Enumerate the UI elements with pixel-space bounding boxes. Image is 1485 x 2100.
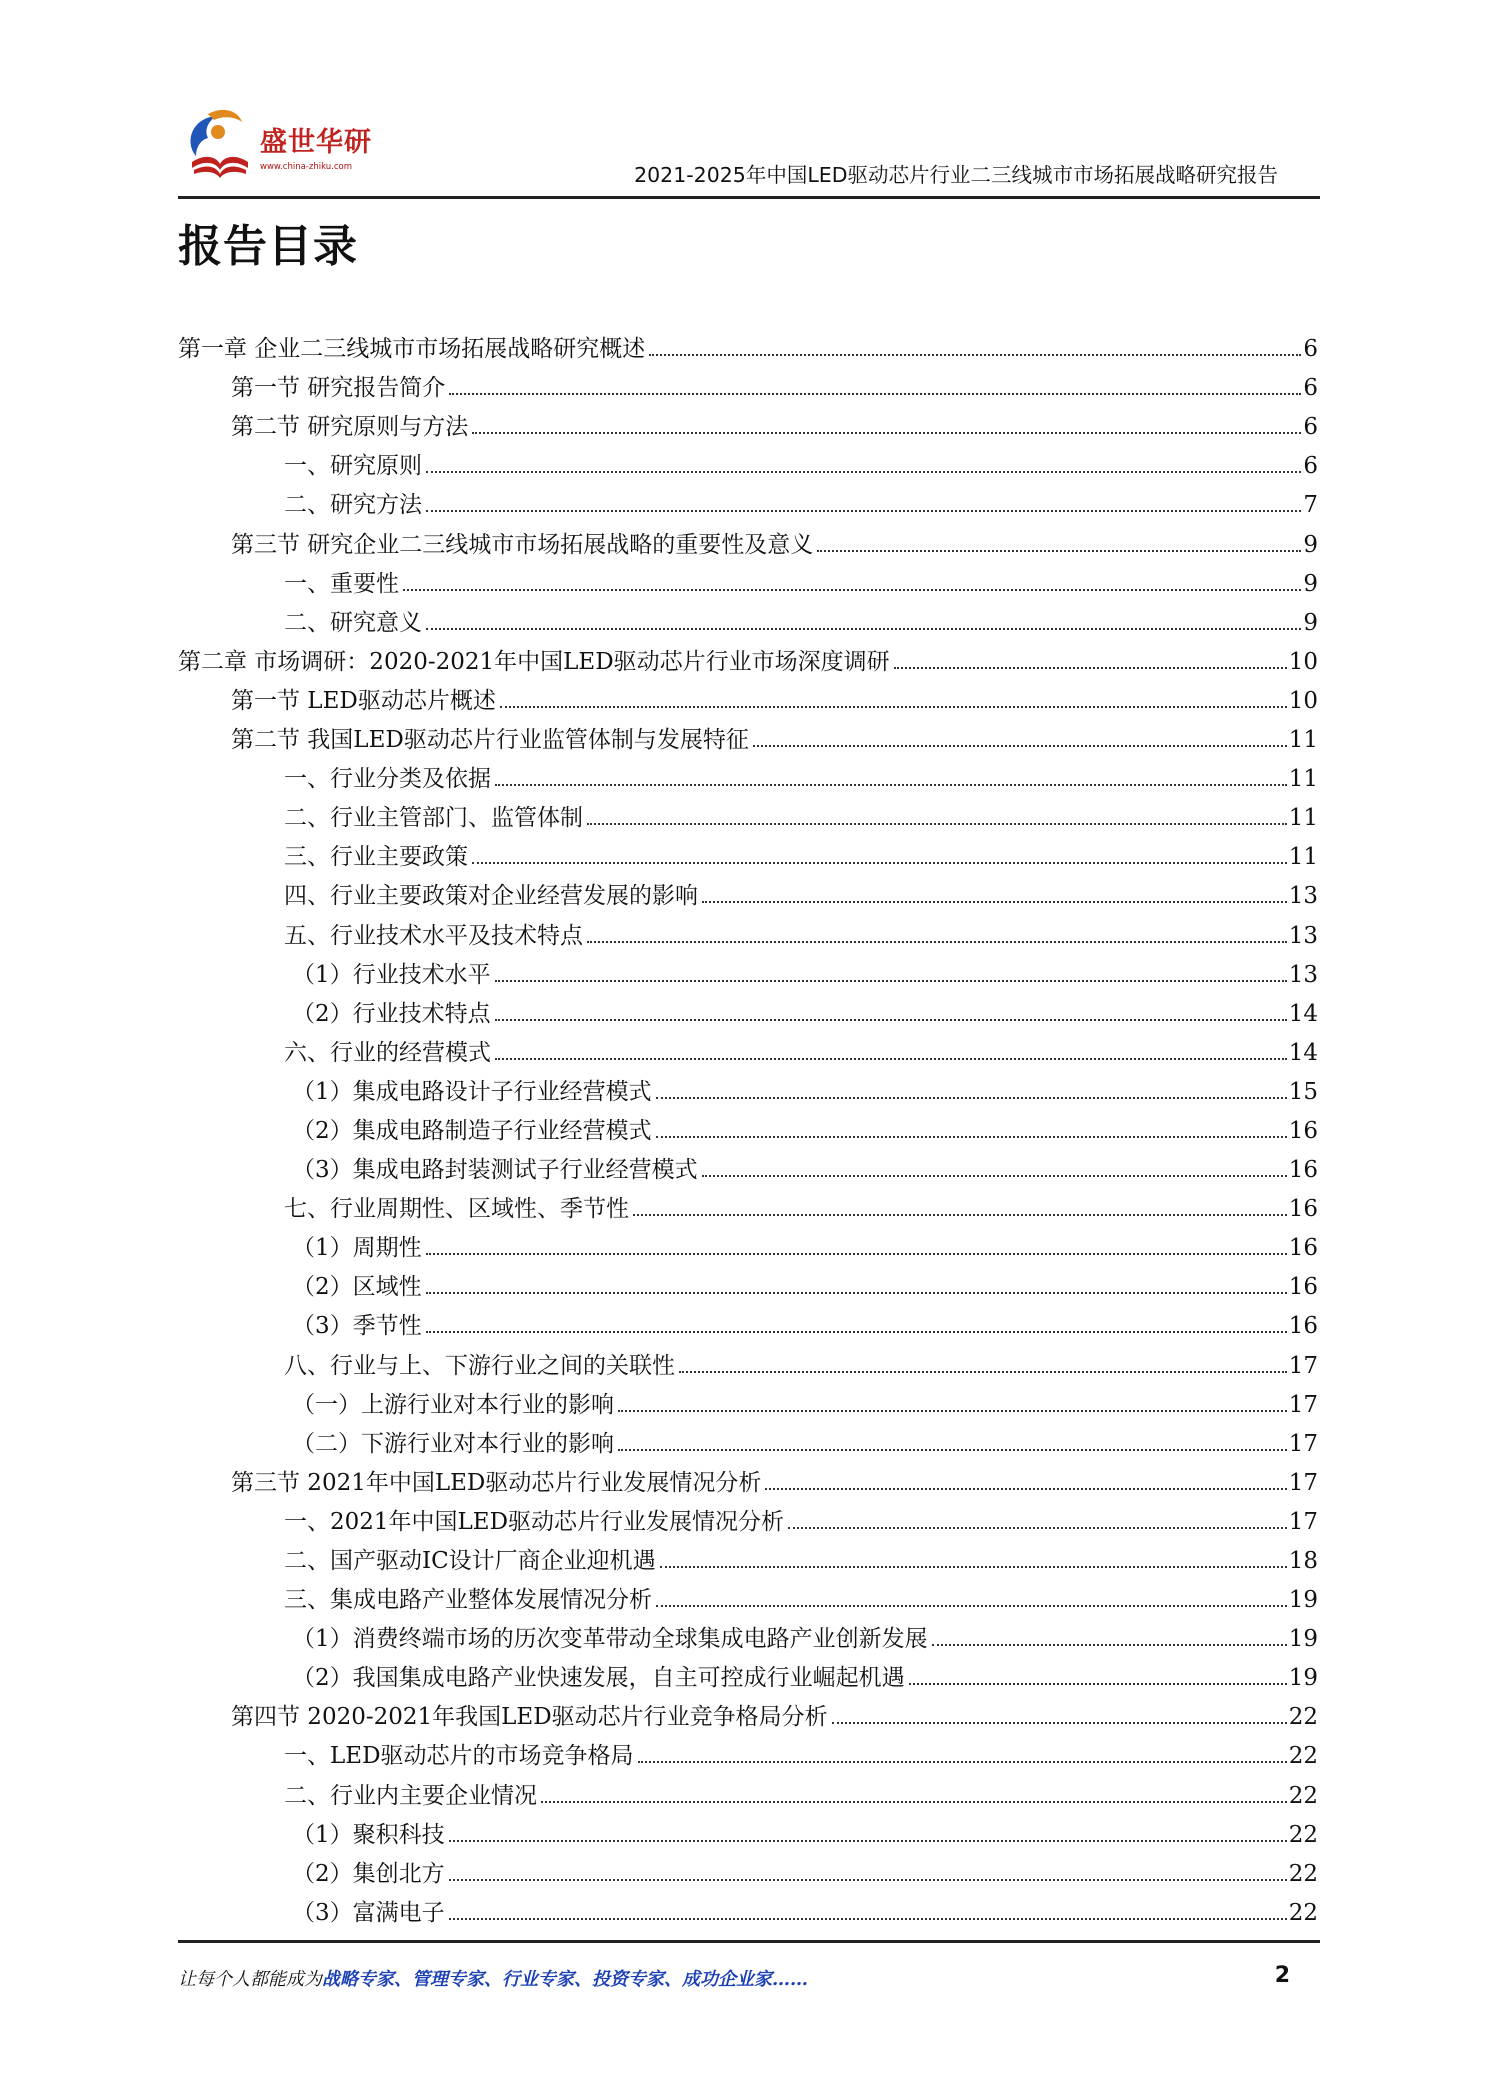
toc-entry-page: 17 — [1288, 1469, 1318, 1496]
toc-entry-label: （1）行业技术水平 — [292, 961, 495, 989]
toc-entry-label: （2）集创北方 — [292, 1860, 449, 1888]
toc-leader-dots — [541, 1801, 1287, 1803]
toc-entry-label: （一）上游行业对本行业的影响 — [292, 1391, 618, 1419]
toc-entry-page: 22 — [1288, 1899, 1318, 1926]
toc-entry-label: （二）下游行业对本行业的影响 — [292, 1430, 618, 1458]
toc-leader-dots — [656, 1136, 1287, 1138]
toc-entry-label: 一、行业分类及依据 — [284, 765, 495, 793]
toc-entry[interactable] — [178, 1380, 1318, 1419]
toc-entry-page: 16 — [1288, 1313, 1318, 1340]
toc-entry-label: 第四节 2020-2021年我国LED驱动芯片行业竞争格局分析 — [231, 1703, 832, 1731]
toc-entry-page: 9 — [1303, 531, 1318, 558]
toc-leader-dots — [495, 1058, 1287, 1060]
toc-leader-dots — [449, 1879, 1287, 1881]
toc-entry-label: （2）区域性 — [292, 1273, 426, 1301]
toc-entry-page: 16 — [1288, 1274, 1318, 1301]
toc-leader-dots — [633, 1214, 1287, 1216]
toc-entry-page: 10 — [1288, 687, 1318, 714]
toc-entry-label: 第三节 2021年中国LED驱动芯片行业发展情况分析 — [231, 1469, 765, 1497]
toc-entry-page: 22 — [1288, 1704, 1318, 1731]
toc-leader-dots — [618, 1410, 1287, 1412]
toc-entry[interactable] — [178, 1810, 1318, 1849]
toc-entry-page: 6 — [1303, 336, 1318, 363]
toc-entry[interactable] — [178, 1262, 1318, 1301]
toc-entry-label: 八、行业与上、下游行业之间的关联性 — [284, 1352, 679, 1380]
toc-entry-label: 七、行业周期性、区域性、季节性 — [284, 1195, 633, 1223]
toc-entry-label: 第二章 市场调研：2020-2021年中国LED驱动芯片行业市场深度调研 — [178, 648, 894, 676]
toc-entry[interactable] — [178, 1536, 1318, 1575]
toc-entry-page: 9 — [1303, 570, 1318, 597]
toc-entry-page: 16 — [1288, 1157, 1318, 1184]
toc-entry[interactable] — [178, 910, 1318, 949]
toc-entry-label: （2）行业技术特点 — [292, 1000, 495, 1028]
toc-leader-dots — [495, 980, 1287, 982]
toc-leader-dots — [753, 745, 1287, 747]
toc-entry-page: 22 — [1288, 1782, 1318, 1809]
toc-leader-dots — [426, 1292, 1287, 1294]
toc-entry[interactable] — [178, 1849, 1318, 1888]
toc-entry[interactable] — [178, 715, 1318, 754]
toc-entry-label: （1）周期性 — [292, 1234, 426, 1262]
toc-entry-label: （3）季节性 — [292, 1312, 426, 1340]
slogan-prefix: 让每个人都能成为 — [178, 1969, 322, 1990]
toc-entry-page: 16 — [1288, 1196, 1318, 1223]
toc-entry-page: 22 — [1288, 1860, 1318, 1887]
toc-entry-page: 11 — [1288, 727, 1318, 754]
toc-entry[interactable] — [178, 950, 1318, 989]
toc-entry-label: 二、研究意义 — [284, 609, 426, 637]
toc-leader-dots — [403, 589, 1301, 591]
toc-entry[interactable] — [178, 1301, 1318, 1340]
toc-entry[interactable] — [178, 1731, 1318, 1770]
toc-leader-dots — [449, 393, 1301, 395]
toc-leader-dots — [449, 1840, 1287, 1842]
toc-entry[interactable] — [178, 1692, 1318, 1731]
toc-entry[interactable] — [178, 1458, 1318, 1497]
toc-entry[interactable] — [178, 1145, 1318, 1184]
toc-entry-page: 13 — [1288, 961, 1318, 988]
toc-entry-page: 7 — [1303, 492, 1318, 519]
toc-entry-page: 19 — [1288, 1626, 1318, 1653]
toc-entry-label: 第二节 研究原则与方法 — [231, 413, 472, 441]
page-heading: 报告目录 — [178, 221, 358, 272]
toc-leader-dots — [426, 510, 1301, 512]
toc-leader-dots — [656, 1605, 1287, 1607]
toc-leader-dots — [426, 628, 1301, 630]
toc-entry[interactable] — [178, 832, 1318, 871]
toc-leader-dots — [618, 1449, 1287, 1451]
toc-entry[interactable] — [178, 1888, 1318, 1927]
toc-leader-dots — [472, 432, 1301, 434]
toc-leader-dots — [788, 1527, 1287, 1529]
toc-entry-page: 9 — [1303, 609, 1318, 636]
toc-entry[interactable] — [178, 1614, 1318, 1653]
toc-entry-label: 四、行业主要政策对企业经营发展的影响 — [284, 882, 702, 910]
toc-entry-label: 一、LED驱动芯片的市场竞争格局 — [284, 1742, 638, 1770]
toc-entry[interactable] — [178, 598, 1318, 637]
toc-entry-page: 11 — [1288, 805, 1318, 832]
toc-entry-page: 13 — [1288, 883, 1318, 910]
toc-entry-label: 六、行业的经营模式 — [284, 1039, 495, 1067]
toc-entry-page: 22 — [1288, 1743, 1318, 1770]
toc-entry[interactable] — [178, 1223, 1318, 1262]
toc-entry[interactable] — [178, 402, 1318, 441]
toc-entry-page: 6 — [1303, 375, 1318, 402]
logo-url: www.china-zhiku.com — [260, 162, 352, 172]
toc-leader-dots — [472, 862, 1287, 864]
toc-entry[interactable] — [178, 1067, 1318, 1106]
toc-leader-dots — [765, 1488, 1286, 1490]
toc-entry-label: 一、2021年中国LED驱动芯片行业发展情况分析 — [284, 1508, 788, 1536]
toc-entry-page: 14 — [1288, 1000, 1318, 1027]
toc-leader-dots — [832, 1722, 1287, 1724]
toc-entry-page: 11 — [1288, 766, 1318, 793]
toc-leader-dots — [587, 823, 1287, 825]
toc-entry[interactable] — [178, 1028, 1318, 1067]
logo-name: 盛世华研 — [260, 127, 372, 158]
toc-entry-page: 6 — [1303, 414, 1318, 441]
toc-entry[interactable] — [178, 519, 1318, 558]
toc-entry-page: 17 — [1288, 1508, 1318, 1535]
toc-entry-label: 一、重要性 — [284, 570, 403, 598]
toc-entry-label: 第一章 企业二三线城市市场拓展战略研究概述 — [178, 335, 649, 363]
toc-leader-dots — [426, 1253, 1287, 1255]
toc-entry-label: 二、研究方法 — [284, 491, 426, 519]
toc-entry-page: 15 — [1288, 1078, 1318, 1105]
toc-leader-dots — [660, 1566, 1287, 1568]
toc-entry[interactable] — [178, 480, 1318, 519]
toc-entry[interactable] — [178, 793, 1318, 832]
toc-entry[interactable] — [178, 363, 1318, 402]
toc-leader-dots — [909, 1683, 1287, 1685]
toc-entry-page: 13 — [1288, 922, 1318, 949]
toc-entry-page: 16 — [1288, 1117, 1318, 1144]
toc-entry-page: 17 — [1288, 1352, 1318, 1379]
toc-entry-label: 三、集成电路产业整体发展情况分析 — [284, 1586, 656, 1614]
toc-entry-label: 二、行业内主要企业情况 — [284, 1782, 541, 1810]
toc-leader-dots — [426, 1331, 1287, 1333]
slogan-highlight: 战略专家、管理专家、行业专家、投资专家、成功企业家 — [322, 1969, 772, 1990]
toc-entry[interactable] — [178, 1770, 1318, 1809]
toc-leader-dots — [656, 1097, 1287, 1099]
table-of-contents — [178, 324, 1318, 1927]
toc-entry-label: （2）我国集成电路产业快速发展，自主可控成行业崛起机遇 — [292, 1664, 909, 1692]
toc-entry[interactable] — [178, 1575, 1318, 1614]
toc-entry-label: 一、研究原则 — [284, 452, 426, 480]
footer-slogan — [178, 1965, 808, 1991]
toc-entry[interactable] — [178, 1106, 1318, 1145]
toc-entry-page: 16 — [1288, 1235, 1318, 1262]
page-footer — [178, 1940, 1320, 1990]
company-logo — [178, 104, 388, 184]
toc-entry-label: 二、国产驱动IC设计厂商企业迎机遇 — [284, 1547, 660, 1575]
toc-entry[interactable] — [178, 1184, 1318, 1223]
toc-entry[interactable] — [178, 1653, 1318, 1692]
toc-leader-dots — [495, 784, 1287, 786]
toc-entry[interactable] — [178, 1497, 1318, 1536]
toc-entry[interactable] — [178, 559, 1318, 598]
toc-entry[interactable] — [178, 676, 1318, 715]
toc-entry-label: 二、行业主管部门、监管体制 — [284, 804, 587, 832]
toc-entry-page: 18 — [1288, 1548, 1318, 1574]
toc-entry-page: 17 — [1288, 1430, 1318, 1457]
toc-entry[interactable] — [178, 637, 1318, 676]
toc-entry-label: 第二节 我国LED驱动芯片行业监管体制与发展特征 — [231, 726, 753, 754]
toc-leader-dots — [426, 471, 1301, 473]
toc-leader-dots — [587, 941, 1287, 943]
page-header — [178, 100, 1320, 199]
toc-leader-dots — [649, 354, 1301, 356]
toc-entry-page: 19 — [1288, 1665, 1318, 1692]
toc-entry-page: 19 — [1288, 1587, 1318, 1614]
toc-leader-dots — [817, 550, 1301, 552]
toc-leader-dots — [449, 1918, 1287, 1920]
toc-entry[interactable] — [178, 754, 1318, 793]
toc-leader-dots — [500, 706, 1287, 708]
toc-entry-label: （1）集成电路设计子行业经营模式 — [292, 1078, 656, 1106]
toc-entry-label: 第一节 LED驱动芯片概述 — [231, 687, 500, 715]
toc-entry-label: （1）聚积科技 — [292, 1821, 449, 1849]
toc-entry-page: 11 — [1288, 844, 1318, 871]
page-number: 2 — [1274, 1963, 1290, 1988]
toc-entry[interactable] — [178, 1340, 1318, 1379]
document-title: 2021-2025年中国LED驱动芯片行业二三线城市市场拓展战略研究报告 — [634, 163, 1278, 187]
logo-emblem-icon — [178, 104, 258, 184]
toc-entry-label: （3）集成电路封装测试子行业经营模式 — [292, 1156, 702, 1184]
toc-leader-dots — [679, 1371, 1287, 1373]
toc-entry-label: 第一节 研究报告简介 — [231, 374, 449, 402]
toc-entry[interactable] — [178, 871, 1318, 910]
toc-entry-label: 三、行业主要政策 — [284, 843, 472, 871]
toc-entry-page: 14 — [1288, 1039, 1318, 1066]
toc-leader-dots — [702, 1175, 1287, 1177]
toc-entry-label: 五、行业技术水平及技术特点 — [284, 922, 587, 950]
toc-leader-dots — [932, 1644, 1287, 1646]
toc-entry-label: （1）消费终端市场的历次变革带动全球集成电路产业创新发展 — [292, 1625, 932, 1653]
toc-entry[interactable] — [178, 989, 1318, 1028]
toc-entry-label: 第三节 研究企业二三线城市市场拓展战略的重要性及意义 — [231, 531, 817, 559]
toc-entry-page: 17 — [1288, 1391, 1318, 1418]
toc-leader-dots — [702, 901, 1287, 903]
toc-entry-page: 22 — [1288, 1821, 1318, 1848]
toc-leader-dots — [495, 1019, 1287, 1021]
toc-entry[interactable] — [178, 1419, 1318, 1458]
toc-entry[interactable] — [178, 324, 1318, 363]
toc-entry-page: 6 — [1303, 453, 1318, 480]
toc-entry-label: （2）集成电路制造子行业经营模式 — [292, 1117, 656, 1145]
toc-entry-page: 10 — [1288, 648, 1318, 675]
toc-leader-dots — [894, 667, 1287, 669]
toc-entry[interactable] — [178, 441, 1318, 480]
toc-leader-dots — [638, 1761, 1287, 1763]
slogan-suffix: …… — [772, 1969, 808, 1990]
toc-entry-label: （3）富满电子 — [292, 1899, 449, 1927]
